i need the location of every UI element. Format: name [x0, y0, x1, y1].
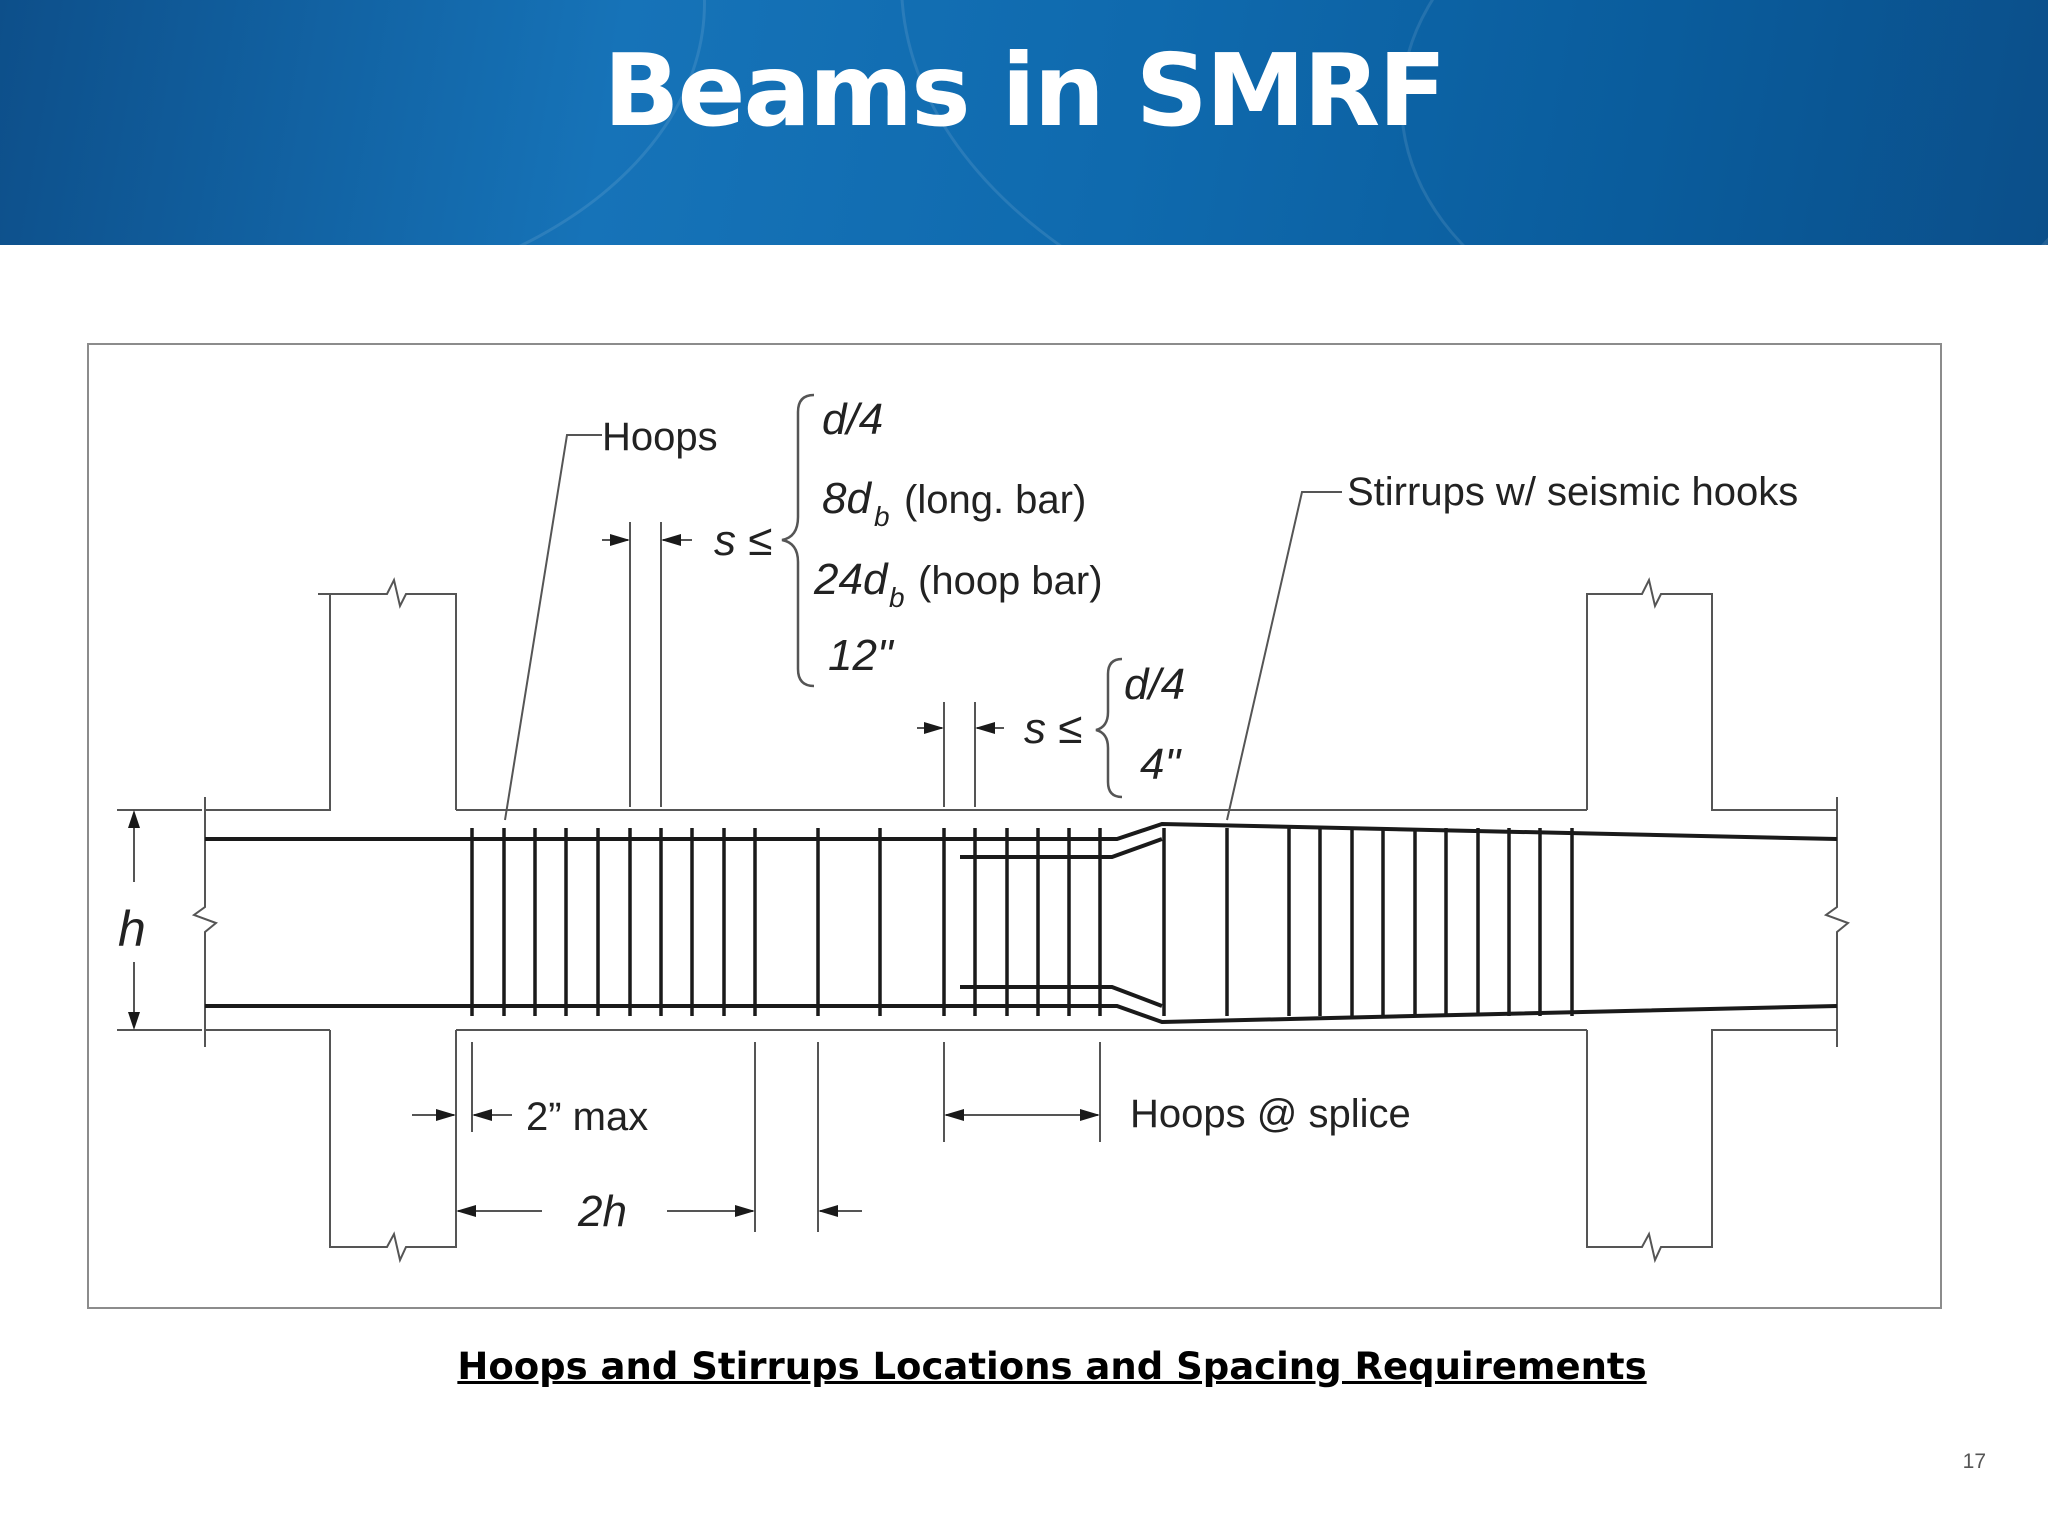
stirrups-label: Stirrups w/ seismic hooks	[1347, 470, 1799, 514]
left-column-top-outer	[205, 594, 330, 810]
title-banner	[0, 0, 2048, 245]
limit-d4: d/4	[822, 395, 884, 444]
splice-label: Hoops @ splice	[1130, 1092, 1411, 1136]
bottom-longitudinal-bar	[205, 1006, 1837, 1022]
beam-left-break	[194, 797, 216, 1047]
top-longitudinal-bar	[205, 824, 1837, 839]
limit-8db: 8d	[822, 474, 871, 523]
top-splice-bar	[960, 839, 1162, 857]
h-label: h	[118, 901, 146, 957]
splice-limit-4in: 4"	[1140, 740, 1181, 789]
beam-diagram	[87, 343, 1942, 1309]
s-symbol-hoops: s ≤	[714, 516, 773, 565]
hoops-label: Hoops	[602, 415, 718, 459]
beam-drawing	[89, 345, 1940, 1307]
limit-24db-note: (hoop bar)	[918, 559, 1103, 603]
hoops-leader	[505, 435, 602, 820]
two-inch-max-label: 2” max	[526, 1095, 649, 1139]
left-column-bottom	[330, 1030, 456, 1260]
stirrups-leader	[1227, 492, 1342, 820]
limit-24db: 24d	[814, 555, 888, 604]
two-h-label: 2h	[578, 1187, 627, 1236]
beam-right-break	[1826, 797, 1848, 1047]
page-number: 17	[1962, 1450, 1986, 1473]
bottom-splice-bar	[960, 987, 1162, 1006]
subscript-b: b	[874, 501, 890, 532]
limit-8db-note: (long. bar)	[904, 478, 1087, 522]
figure-caption: Hoops and Stirrups Locations and Spacing Requirements	[457, 1345, 1647, 1388]
hoop-zone-brace	[782, 395, 814, 686]
right-column-top	[1587, 580, 1837, 810]
limit-12in: 12"	[828, 631, 893, 680]
splice-limit-d4: d/4	[1124, 660, 1186, 709]
s-symbol-splice: s ≤	[1024, 704, 1083, 753]
right-column-bottom	[1587, 1030, 1837, 1260]
subscript-b: b	[889, 582, 905, 613]
splice-brace	[1096, 659, 1122, 797]
left-column-top	[318, 580, 456, 810]
slide-title: Beams in SMRF	[603, 32, 1445, 149]
